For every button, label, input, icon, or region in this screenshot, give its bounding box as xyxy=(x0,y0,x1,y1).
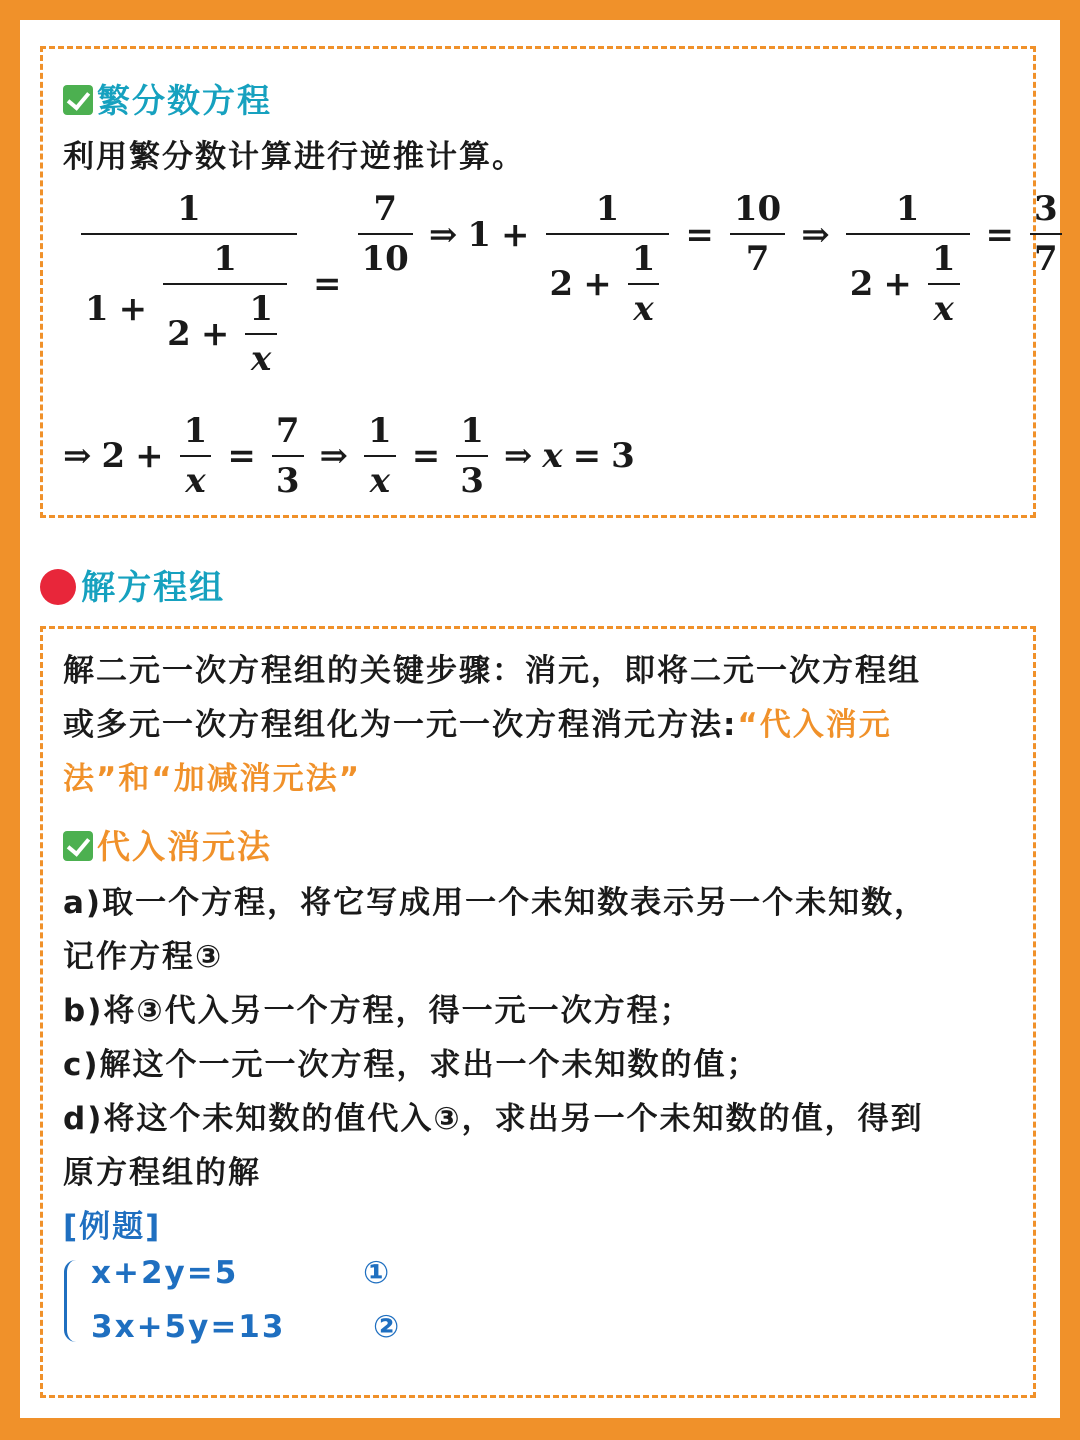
denominator: 3 xyxy=(275,461,300,501)
step-a-cont: 记作方程③ xyxy=(63,939,224,975)
equals-sign: = xyxy=(411,436,441,476)
equals-sign: = xyxy=(227,436,256,476)
plus-sign: + xyxy=(583,264,612,304)
implies-arrow: ⇒ xyxy=(63,436,92,476)
step-d: d)将这个未知数的值代入③，求出另一个未知数的值，得到 xyxy=(63,1101,924,1137)
plus-sign: + xyxy=(200,314,230,354)
numerator: 1 xyxy=(931,239,956,279)
fraction xyxy=(730,189,785,279)
equation-2-mark: ② xyxy=(373,1309,402,1345)
equals-sign: = xyxy=(985,215,1015,255)
page xyxy=(20,20,1060,1418)
numerator: 1 xyxy=(368,411,392,451)
method-title: 代入消元法 xyxy=(97,827,272,866)
implies-arrow: ⇒ xyxy=(319,436,349,476)
fraction xyxy=(272,411,304,501)
complex-fraction-1 xyxy=(81,189,297,379)
denominator: 7 xyxy=(1034,239,1058,279)
step-a: a)取一个方程，将它写成用一个未知数表示另一个未知数， xyxy=(63,885,928,921)
result-value: 3 xyxy=(611,436,635,476)
denominator: 3 xyxy=(460,461,484,501)
plus-sign: + xyxy=(118,289,148,329)
numerator: 1 xyxy=(249,289,274,329)
numerator: 1 xyxy=(631,239,656,279)
numerator: 7 xyxy=(373,189,398,229)
section1-heading xyxy=(63,75,272,122)
numerator: 1 xyxy=(213,239,237,279)
equation-row-2 xyxy=(63,411,635,501)
numerator: 1 xyxy=(460,411,484,451)
checkmark-icon xyxy=(63,831,93,861)
numerator: 1 xyxy=(595,189,620,229)
step-c: c)解这个一元一次方程，求出一个未知数的值； xyxy=(63,1047,760,1083)
fraction-equation-box xyxy=(40,46,1058,518)
intro-line-3: 法”和“加减消元法” xyxy=(63,761,362,797)
denominator: 7 xyxy=(745,239,770,279)
variable: x xyxy=(251,339,272,379)
equals-sign: = xyxy=(572,436,602,476)
term: 2 xyxy=(549,264,574,304)
numerator: 1 xyxy=(177,189,201,229)
fraction xyxy=(456,411,488,501)
term: 1 xyxy=(467,215,492,255)
equals-sign: = xyxy=(313,264,342,304)
equals-sign: = xyxy=(685,215,714,255)
complex-fraction-2 xyxy=(546,189,670,329)
intro-line-1: 解二元一次方程组的关键步骤：消元，即将二元一次方程组 xyxy=(63,653,921,689)
intro-highlight: “代入消元 xyxy=(737,707,892,743)
example-label: [例题] xyxy=(63,1209,162,1245)
plus-sign: + xyxy=(883,264,912,304)
variable: x xyxy=(185,461,206,501)
fraction xyxy=(1030,189,1062,279)
fraction xyxy=(364,411,396,501)
numerator: 3 xyxy=(1034,189,1058,229)
variable: x xyxy=(369,461,390,501)
equation-row-1 xyxy=(75,189,1068,379)
step-d-cont: 原方程组的解 xyxy=(63,1155,261,1191)
section1-description: 利用繁分数计算进行逆推计算。 xyxy=(63,139,525,175)
equation-1: x+2y=5 xyxy=(91,1255,239,1291)
implies-arrow: ⇒ xyxy=(503,436,533,476)
method-heading xyxy=(63,821,272,868)
section2-heading xyxy=(40,560,225,609)
variable: x xyxy=(933,289,954,329)
fraction xyxy=(358,189,413,279)
checkmark-icon xyxy=(63,85,93,115)
term: 2 xyxy=(167,314,191,354)
intro-line-2 xyxy=(63,699,892,744)
section1-title: 繁分数方程 xyxy=(97,81,272,120)
fraction xyxy=(180,411,212,501)
equation-system-box xyxy=(40,626,1036,1398)
term: 2 xyxy=(101,436,126,476)
numerator: 1 xyxy=(183,411,208,451)
red-dot-icon xyxy=(40,569,76,605)
implies-arrow: ⇒ xyxy=(801,215,830,255)
denominator: 10 xyxy=(361,239,409,279)
section2-title: 解方程组 xyxy=(81,568,226,608)
implies-arrow: ⇒ xyxy=(428,215,458,255)
term: 2 xyxy=(849,264,874,304)
numerator: 7 xyxy=(275,411,300,451)
equation-2: 3x+5y=13 xyxy=(91,1309,286,1345)
equation-1-mark: ① xyxy=(363,1255,392,1291)
variable: x xyxy=(542,436,563,476)
complex-fraction-3 xyxy=(846,189,970,329)
step-b: b)将③代入另一个方程，得一元一次方程； xyxy=(63,993,693,1029)
term: 1 xyxy=(85,289,109,329)
plus-sign: + xyxy=(501,215,530,255)
left-brace xyxy=(64,1260,81,1342)
numerator: 10 xyxy=(733,189,782,229)
variable: x xyxy=(633,289,654,329)
intro-line-2-text: 或多元一次方程组化为一元一次方程消元方法: xyxy=(63,707,738,743)
numerator: 1 xyxy=(895,189,920,229)
plus-sign: + xyxy=(135,436,164,476)
